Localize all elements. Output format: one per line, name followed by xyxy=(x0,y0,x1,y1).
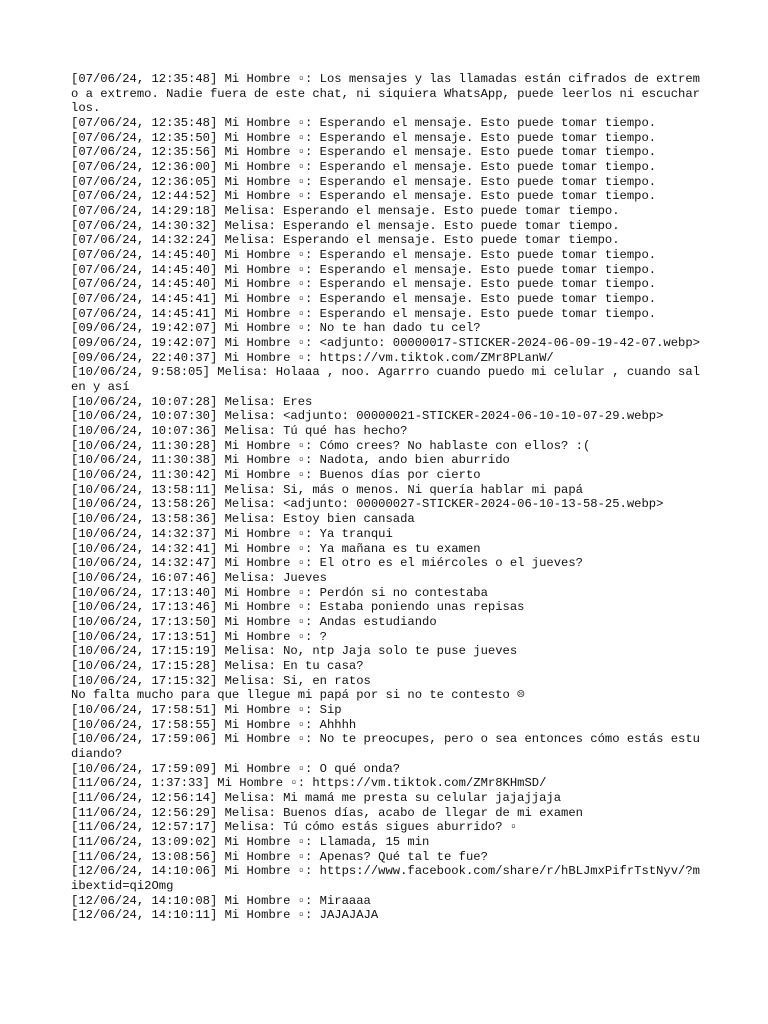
chat-line: [11/06/24, 1:37:33] Mi Hombre ▫: https://vm.tiktok.com/ZMr8KHmSD/ xyxy=(71,776,547,791)
chat-line: [10/06/24, 11:30:42] Mi Hombre ▫: Buenos días por cierto xyxy=(71,468,481,483)
chat-line: [07/06/24, 12:36:05] Mi Hombre ▫: Esperando el mensaje. Esto puede tomar tiempo. xyxy=(71,174,657,189)
chat-line: [07/06/24, 14:45:40] Mi Hombre ▫: Esperando el mensaje. Esto puede tomar tiempo. xyxy=(71,248,657,263)
chat-line: [09/06/24, 19:42:07] Mi Hombre ▫: No te han dado tu cel? xyxy=(71,321,481,336)
chat-line: [07/06/24, 14:32:24] Melisa: Esperando el mensaje. Esto puede tomar tiempo. xyxy=(71,233,620,248)
chat-line: [09/06/24, 22:40:37] Mi Hombre ▫: https://vm.tiktok.com/ZMr8PLanW/ xyxy=(71,350,554,365)
chat-line: [10/06/24, 17:58:51] Mi Hombre ▫: Sip xyxy=(71,702,342,717)
chat-line: [07/06/24, 14:45:41] Mi Hombre ▫: Esperando el mensaje. Esto puede tomar tiempo. xyxy=(71,306,657,321)
chat-line: [07/06/24, 12:35:48] Mi Hombre ▫: Esperando el mensaje. Esto puede tomar tiempo. xyxy=(71,116,657,131)
chat-line: [07/06/24, 12:35:56] Mi Hombre ▫: Esperando el mensaje. Esto puede tomar tiempo. xyxy=(71,145,657,160)
chat-line: [11/06/24, 12:56:14] Melisa: Mi mamá me presta su celular jajajjaja xyxy=(71,790,562,805)
chat-line: [10/06/24, 17:59:09] Mi Hombre ▫: O qué onda? xyxy=(71,761,401,776)
chat-line: [10/06/24, 11:30:28] Mi Hombre ▫: Cómo crees? No hablaste con ellos? :( xyxy=(71,438,591,453)
chat-line: [10/06/24, 9:58:05] Melisa: Holaaa , noo. Agarrro cuando puedo mi celular , cuando salen y así xyxy=(71,365,700,395)
chat-line: [07/06/24, 12:35:50] Mi Hombre ▫: Esperando el mensaje. Esto puede tomar tiempo. xyxy=(71,130,657,145)
chat-line: [10/06/24, 17:15:19] Melisa: No, ntp Jaja solo te puse jueves xyxy=(71,644,518,659)
chat-line: [10/06/24, 17:59:06] Mi Hombre ▫: No te preocupes, pero o sea entonces cómo estás estudiando? xyxy=(71,732,700,761)
chat-line: [12/06/24, 14:10:11] Mi Hombre ▫: JAJAJAJA xyxy=(71,908,379,923)
chat-line: [10/06/24, 13:58:26] Melisa: <adjunto: 00000027-STICKER-2024-06-10-13-58-25.webp> xyxy=(71,497,664,512)
chat-line: [10/06/24, 13:58:36] Melisa: Estoy bien cansada xyxy=(71,512,415,527)
chat-line: [09/06/24, 19:42:07] Mi Hombre ▫: <adjunto: 00000017-STICKER-2024-06-09-19-42-07.webp> xyxy=(71,336,700,351)
chat-line: [10/06/24, 17:13:51] Mi Hombre ▫: ? xyxy=(71,629,327,644)
chat-line: [10/06/24, 17:13:40] Mi Hombre ▫: Perdón si no contestaba xyxy=(71,585,488,600)
chat-line: [11/06/24, 12:57:17] Melisa: Tú cómo estás sigues aburrido? ▫ xyxy=(71,820,518,835)
chat-line: [07/06/24, 14:30:32] Melisa: Esperando el mensaje. Esto puede tomar tiempo. xyxy=(71,218,620,233)
chat-line: [07/06/24, 14:45:41] Mi Hombre ▫: Esperando el mensaje. Esto puede tomar tiempo. xyxy=(71,292,657,307)
chat-line: [07/06/24, 12:36:00] Mi Hombre ▫: Esperando el mensaje. Esto puede tomar tiempo. xyxy=(71,160,657,175)
chat-line: [10/06/24, 17:15:28] Melisa: En tu casa? xyxy=(71,658,364,673)
chat-line: [07/06/24, 12:35:48] Mi Hombre ▫: Los mensajes y las llamadas están cifrados de extremo a extremo. Nadie fuera de este chat, ni siquiera WhatsApp, puede leerlos ni escucharlos. xyxy=(71,72,700,116)
chat-line: [10/06/24, 17:13:50] Mi Hombre ▫: Andas estudiando xyxy=(71,614,437,629)
chat-line: [11/06/24, 13:09:02] Mi Hombre ▫: Llamada, 15 min xyxy=(71,834,430,849)
chat-line: [10/06/24, 17:15:32] Melisa: Si, en ratos xyxy=(71,673,371,688)
chat-line: [12/06/24, 14:10:06] Mi Hombre ▫: https://www.facebook.com/share/r/hBLJmxPifrTstNyv/?mibextid=qi2Omg xyxy=(71,864,700,893)
chat-line: [12/06/24, 14:10:08] Mi Hombre ▫: Miraaaa xyxy=(71,893,371,908)
chat-line: [07/06/24, 12:44:52] Mi Hombre ▫: Esperando el mensaje. Esto puede tomar tiempo. xyxy=(71,189,657,204)
chat-line: No falta mucho para que llegue mi papá por si no te contesto ☹ xyxy=(71,688,525,703)
chat-line: [10/06/24, 13:58:11] Melisa: Si, más o menos. Ni quería hablar mi papá xyxy=(71,482,583,497)
chat-line: [07/06/24, 14:45:40] Mi Hombre ▫: Esperando el mensaje. Esto puede tomar tiempo. xyxy=(71,277,657,292)
chat-line: [10/06/24, 17:58:55] Mi Hombre ▫: Ahhhh xyxy=(71,717,357,732)
chat-line: [10/06/24, 17:13:46] Mi Hombre ▫: Estaba poniendo unas repisas xyxy=(71,600,525,615)
chat-line: [10/06/24, 10:07:30] Melisa: <adjunto: 00000021-STICKER-2024-06-10-10-07-29.webp> xyxy=(71,409,664,424)
chat-line: [10/06/24, 14:32:41] Mi Hombre ▫: Ya mañana es tu examen xyxy=(71,541,481,556)
chat-line: [10/06/24, 14:32:37] Mi Hombre ▫: Ya tranqui xyxy=(71,526,393,541)
chat-line: [10/06/24, 11:30:38] Mi Hombre ▫: Nadota, ando bien aburrido xyxy=(71,453,510,468)
chat-line: [10/06/24, 10:07:36] Melisa: Tú qué has hecho? xyxy=(71,424,408,439)
chat-line: [07/06/24, 14:45:40] Mi Hombre ▫: Esperando el mensaje. Esto puede tomar tiempo. xyxy=(71,262,657,277)
chat-line: [11/06/24, 12:56:29] Melisa: Buenos días, acabo de llegar de mi examen xyxy=(71,805,583,820)
chat-line: [07/06/24, 14:29:18] Melisa: Esperando el mensaje. Esto puede tomar tiempo. xyxy=(71,204,620,219)
chat-line: [10/06/24, 10:07:28] Melisa: Eres xyxy=(71,394,313,409)
chat-transcript xyxy=(71,72,703,923)
chat-line: [11/06/24, 13:08:56] Mi Hombre ▫: Apenas? Qué tal te fue? xyxy=(71,849,488,864)
chat-line: [10/06/24, 16:07:46] Melisa: Jueves xyxy=(71,570,327,585)
chat-line: [10/06/24, 14:32:47] Mi Hombre ▫: El otro es el miércoles o el jueves? xyxy=(71,556,583,571)
